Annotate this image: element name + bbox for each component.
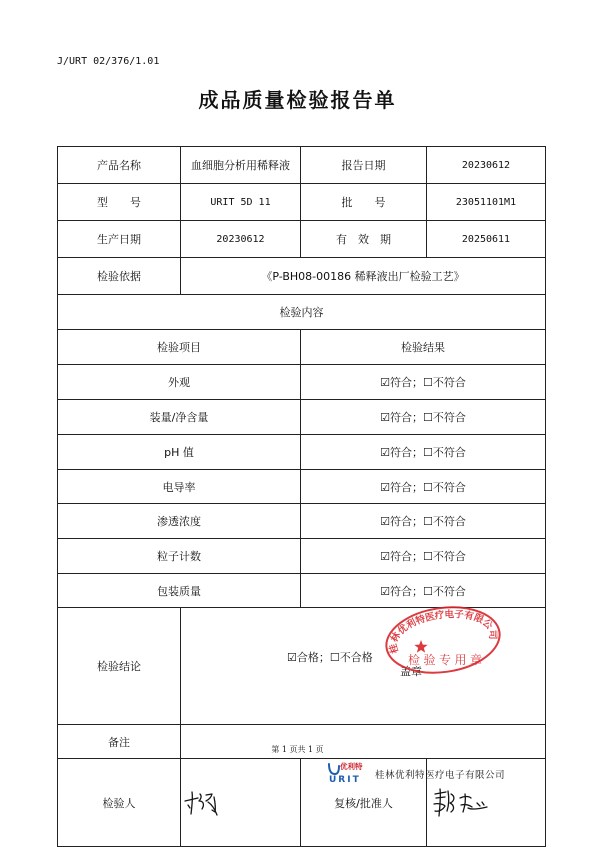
inspector-signature bbox=[181, 785, 299, 820]
items-header-row bbox=[58, 330, 546, 365]
inspection-item-row bbox=[58, 504, 546, 539]
inspector-label: 检验人 bbox=[58, 759, 181, 847]
production-date-value: 20230612 bbox=[181, 221, 301, 258]
product-info-row bbox=[58, 147, 546, 184]
basis-value: 《P-BH08-00186 稀释液出厂检验工艺》 bbox=[181, 258, 546, 295]
expiry-label: 有 效 期 bbox=[301, 221, 427, 258]
item-result: ☑符合；☐不符合 bbox=[301, 470, 546, 504]
model-value: URIT 5D 11 bbox=[181, 184, 301, 221]
item-name: 渗透浓度 bbox=[58, 504, 301, 539]
model-label: 型 号 bbox=[58, 184, 181, 221]
basis-row bbox=[58, 258, 546, 295]
item-name: 装量/净含量 bbox=[58, 400, 301, 435]
document-code: J/URT 02/376/1.01 bbox=[57, 56, 160, 67]
reviewer-signature-box bbox=[427, 785, 545, 820]
urit-swoosh-icon bbox=[327, 762, 341, 776]
item-result: ☑符合；☐不符合 bbox=[301, 365, 546, 400]
company-logo bbox=[325, 762, 371, 786]
item-result: ☑符合；☐不符合 bbox=[301, 539, 546, 574]
page-title: 成品质量检验报告单 bbox=[198, 88, 397, 112]
items-header-item: 检验项目 bbox=[58, 330, 301, 365]
inspection-item-row bbox=[58, 365, 546, 400]
report-date-value: 20230612 bbox=[427, 147, 546, 184]
production-date-label: 生产日期 bbox=[58, 221, 181, 258]
inspection-item-row bbox=[58, 574, 546, 608]
item-result: ☑符合；☐不符合 bbox=[301, 400, 546, 435]
item-result: ☑符合；☐不符合 bbox=[301, 435, 546, 470]
model-batch-row bbox=[58, 184, 546, 221]
product-name-label: 产品名称 bbox=[58, 147, 181, 184]
item-name: 外观 bbox=[58, 365, 301, 400]
items-header-result: 检验结果 bbox=[301, 330, 546, 365]
page-number: 第 1 页共 1 页 bbox=[271, 745, 324, 754]
item-result: ☑符合；☐不符合 bbox=[301, 504, 546, 539]
logo-english-text: URIT bbox=[329, 775, 361, 785]
batch-value: 23051101M1 bbox=[427, 184, 546, 221]
seal-note: 盖章 bbox=[400, 665, 422, 678]
item-name: 电导率 bbox=[58, 470, 301, 504]
report-date-label: 报告日期 bbox=[301, 147, 427, 184]
expiry-value: 20250611 bbox=[427, 221, 546, 258]
inspection-report-table bbox=[57, 146, 546, 847]
item-name: pH 值 bbox=[58, 435, 301, 470]
inspection-item-row bbox=[58, 470, 546, 504]
conclusion-result: ☑合格；☐不合格 bbox=[287, 651, 373, 664]
conclusion-content bbox=[181, 634, 545, 698]
inspection-item-row bbox=[58, 400, 546, 435]
seal-ring-text-path: 桂林优利特医疗电子有限公司 bbox=[387, 609, 498, 655]
product-name-value: 血细胞分析用稀释液 bbox=[181, 147, 301, 184]
inspection-item-row bbox=[58, 435, 546, 470]
content-heading: 检验内容 bbox=[58, 295, 546, 330]
conclusion-cell bbox=[181, 608, 546, 725]
inspector-signature-box bbox=[181, 785, 300, 820]
reviewer-signature bbox=[427, 785, 543, 820]
item-name: 粒子计数 bbox=[58, 539, 301, 574]
conclusion-row bbox=[58, 608, 546, 725]
inspector-signature-cell bbox=[181, 759, 301, 847]
item-name: 包装质量 bbox=[58, 574, 301, 608]
batch-label: 批 号 bbox=[301, 184, 427, 221]
dates-row bbox=[58, 221, 546, 258]
item-result: ☑符合；☐不符合 bbox=[301, 574, 546, 608]
conclusion-label: 检验结论 bbox=[58, 608, 181, 725]
content-heading-row bbox=[58, 295, 546, 330]
company-name: 桂林优利特医疗电子有限公司 bbox=[375, 770, 506, 781]
inspection-item-row bbox=[58, 539, 546, 574]
basis-label: 检验依据 bbox=[58, 258, 181, 295]
logo-chinese-text: 优利特 bbox=[340, 762, 363, 771]
seal-center-text: 检验专用章 bbox=[408, 653, 482, 667]
remarks-label: 备注 bbox=[58, 725, 181, 759]
reviewer-label: 复核/批准人 bbox=[301, 759, 427, 847]
